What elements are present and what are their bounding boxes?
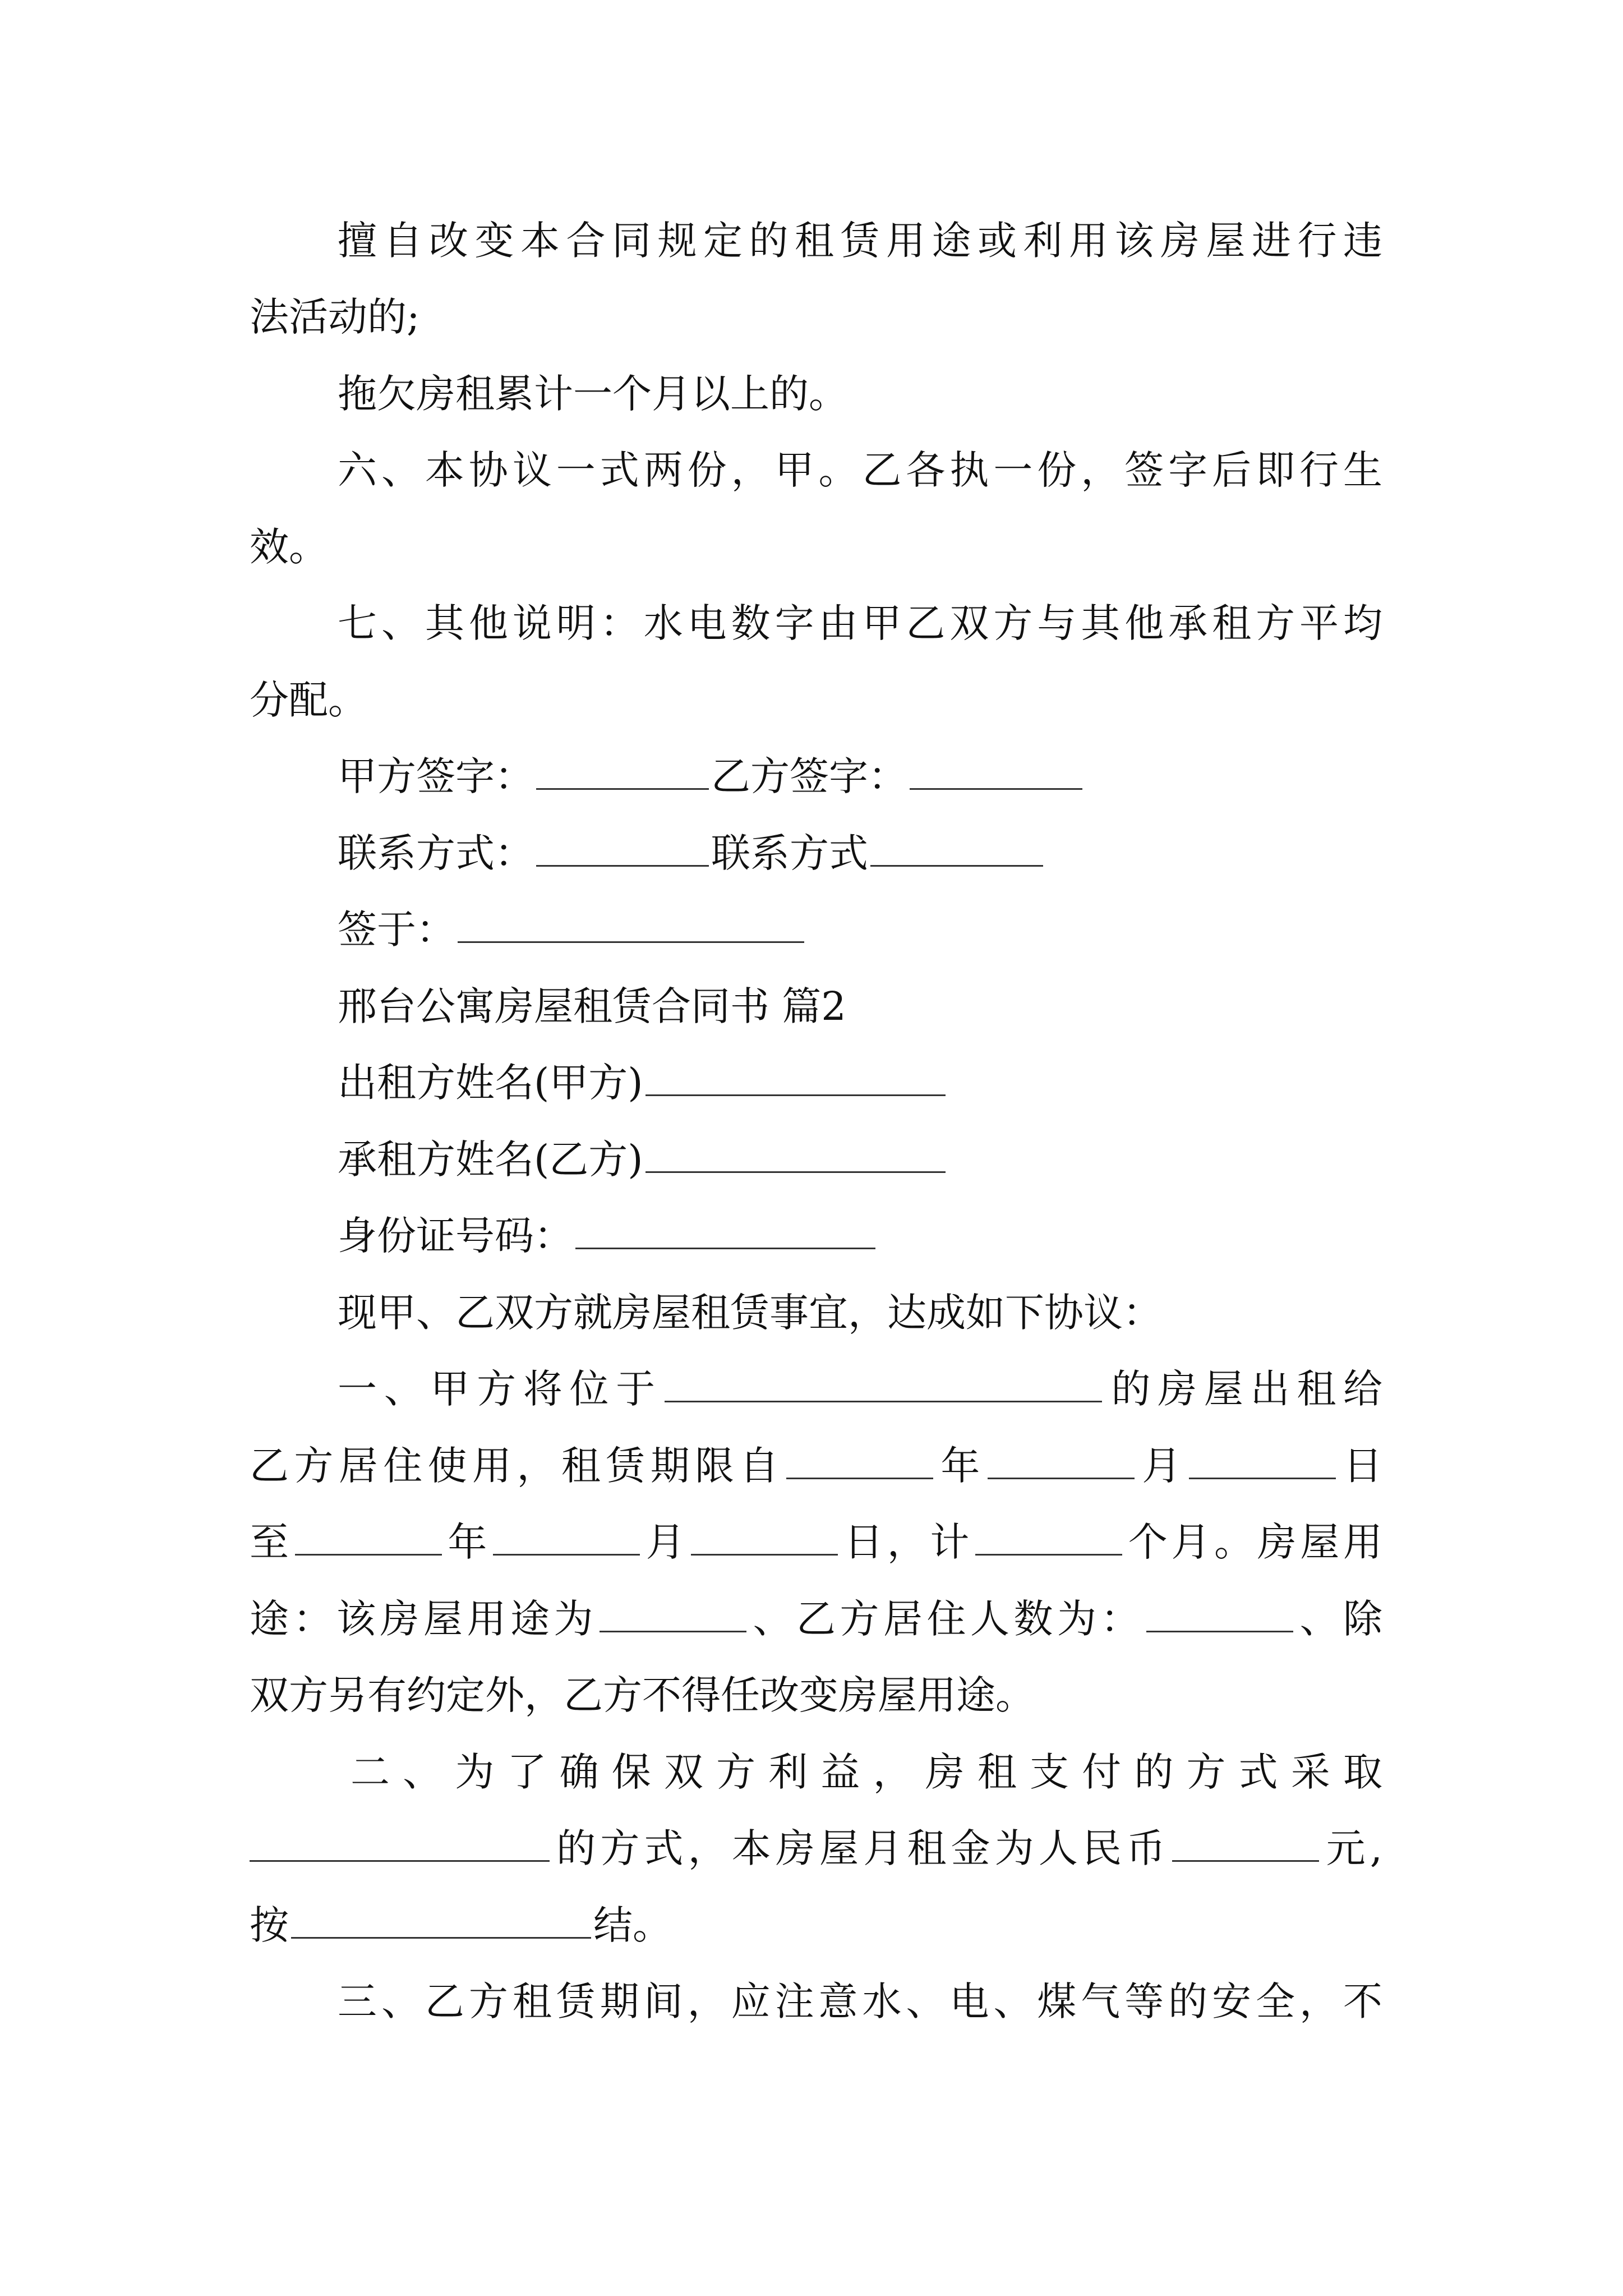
text-line: 擅自改变本合同规定的租赁用途或利用该房屋进行违	[338, 218, 1382, 264]
party-a-signature-label: 甲方签字：	[338, 753, 534, 799]
clause-2-line-2	[250, 1818, 1382, 1879]
start-year-blank	[786, 1445, 933, 1479]
clause-1-line-5: 双方另有约定外，乙方不得任改变房屋用途。	[250, 1672, 1035, 1718]
party-b-signature-label: 乙方签字：	[711, 753, 907, 799]
clause-1-line-4	[250, 1589, 1382, 1649]
months-blank	[975, 1521, 1122, 1556]
text-line: 六、本协议一式两份，甲。乙各执一份，签字后即行生	[338, 447, 1382, 493]
text-line: 拖欠房租累计一个月以上的。	[338, 371, 848, 417]
party-a-signature-blank	[536, 756, 709, 790]
end-day-blank	[691, 1521, 838, 1556]
clause-text: 按	[250, 1902, 289, 1948]
clause-text: 元,	[1321, 1825, 1382, 1871]
id-number-label: 身份证号码：	[338, 1213, 573, 1259]
section-title: 邢台公寓房屋租赁合同书 篇2	[338, 983, 846, 1029]
party-b-signature-blank	[910, 756, 1082, 790]
clause-text: 、除	[1295, 1596, 1382, 1642]
text-line: 七、其他说明：水电数字由甲乙双方与其他承租方平均	[338, 600, 1382, 646]
start-month-blank	[988, 1445, 1135, 1479]
id-number-blank	[575, 1215, 875, 1249]
usage-blank	[600, 1598, 746, 1632]
clause-text: 一、甲方将位于	[338, 1366, 662, 1412]
signed-at-row	[338, 899, 1382, 960]
clause-1-line-3	[250, 1512, 1382, 1572]
lessor-row	[338, 1052, 1382, 1113]
payment-method-blank	[250, 1828, 550, 1862]
clause-text: 的方式，本房屋月租金为人民币	[552, 1825, 1170, 1871]
party-b-contact-blank	[870, 832, 1043, 867]
party-b-contact-label: 联系方式	[711, 830, 868, 876]
contact-row	[338, 823, 1382, 884]
address-blank	[665, 1368, 1102, 1402]
lessee-label: 承租方姓名(乙方)	[338, 1137, 643, 1182]
clause-2-line-3	[250, 1895, 1382, 1955]
lessee-row	[338, 1129, 1382, 1190]
clause-text: 日，计	[840, 1519, 974, 1565]
clause-1-line-2	[250, 1435, 1382, 1496]
settlement-blank	[291, 1904, 591, 1939]
text-line: 分配。	[250, 677, 367, 723]
signature-row	[338, 746, 1382, 807]
signed-at-blank	[458, 909, 804, 943]
year-label: 年	[935, 1443, 985, 1489]
lessee-blank	[645, 1139, 946, 1173]
clause-text: 结。	[593, 1902, 672, 1948]
end-month-blank	[493, 1521, 640, 1556]
text-line: 效。	[250, 524, 328, 570]
to-label: 至	[250, 1519, 293, 1565]
clause-text: 途：该房屋用途为	[250, 1596, 597, 1642]
clause-3-line-1: 三、乙方租赁期间，应注意水、电、煤气等的安全，不	[338, 1978, 1382, 2024]
party-a-contact-label: 联系方式：	[338, 830, 534, 876]
day-label: 日	[1338, 1443, 1383, 1489]
month-label: 月	[642, 1519, 689, 1565]
start-day-blank	[1189, 1445, 1336, 1479]
clause-2-line-1: 二、为了确保双方利益，房租支付的方式采取	[351, 1749, 1382, 1795]
text-line: 法活动的;	[250, 294, 420, 340]
occupants-blank	[1146, 1598, 1293, 1632]
id-number-row	[338, 1205, 1382, 1266]
clause-text: 个月。房屋用	[1124, 1519, 1383, 1565]
lessor-label: 出租方姓名(甲方)	[338, 1060, 643, 1106]
party-a-contact-blank	[536, 832, 709, 867]
agreement-intro: 现甲、乙双方就房屋租赁事宜，达成如下协议：	[338, 1290, 1162, 1336]
month-label: 月	[1136, 1443, 1187, 1489]
clause-text: 、乙方居住人数为：	[749, 1596, 1144, 1642]
clause-text: 乙方居住使用，租赁期限自	[250, 1443, 784, 1489]
lessor-blank	[645, 1062, 946, 1096]
monthly-rent-blank	[1172, 1828, 1319, 1862]
end-year-blank	[295, 1521, 442, 1556]
clause-text: 的房屋出租给	[1104, 1366, 1383, 1412]
clause-1-line-1	[338, 1359, 1382, 1419]
signed-at-label: 签于：	[338, 907, 455, 953]
year-label: 年	[444, 1519, 491, 1565]
